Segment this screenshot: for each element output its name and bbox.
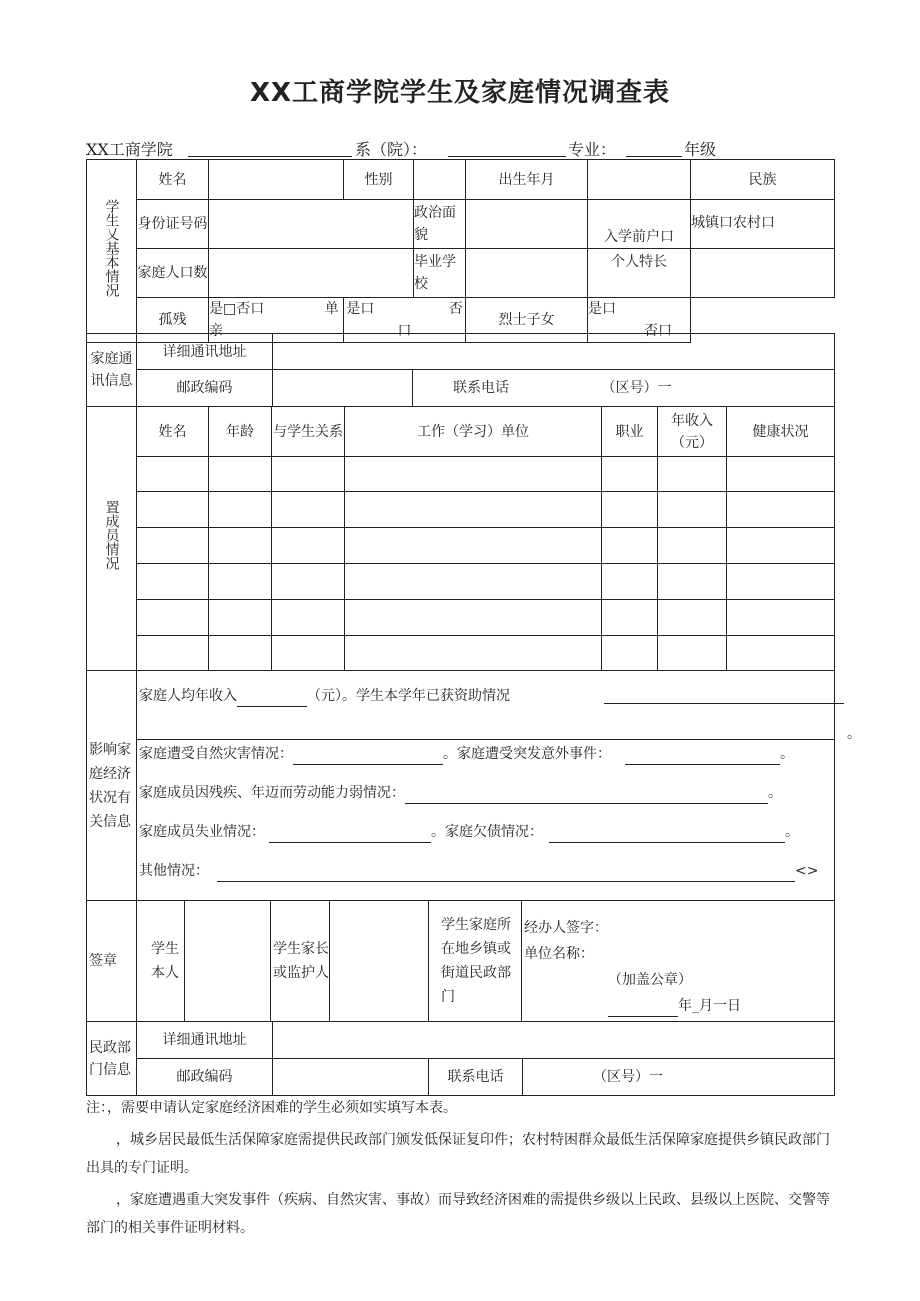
martyr-yes[interactable]: 是口 — [588, 301, 616, 317]
members-section-label: 置成员情况 — [87, 407, 137, 671]
family-contact-table — [86, 333, 835, 407]
graduate-school-label: 毕业学校 — [414, 249, 466, 298]
contact-postcode-field[interactable] — [273, 370, 413, 407]
date-label: 年_月一日 — [678, 998, 741, 1014]
accident-blank[interactable] — [625, 748, 780, 765]
hukou-label: 入学前户口 — [588, 200, 691, 249]
dept-blank[interactable] — [188, 136, 352, 157]
seal-label: （加盖公章） — [608, 972, 692, 988]
gender-label: 性别 — [344, 160, 414, 200]
civil-postcode-label: 邮政编码 — [137, 1059, 273, 1096]
unemployment-label: 家庭成员失业情况： — [139, 824, 265, 840]
civil-address-field[interactable] — [273, 1022, 835, 1059]
gender-field[interactable] — [414, 160, 466, 200]
debt-blank[interactable] — [549, 826, 785, 843]
major-blank[interactable] — [448, 136, 566, 157]
member-header-relation: 与学生关系 — [272, 407, 345, 457]
martyr-label: 烈士子女 — [466, 298, 588, 343]
note-2: ，城乡居民最低生活保障家庭需提供民政部门颁发低保证复印件；农村特困群众最低生活保障家庭提供乡镇民政部门出具的专门证明。 — [86, 1132, 830, 1176]
civil-postcode-field[interactable] — [273, 1059, 429, 1096]
note-1: 注：，需要申请认定家庭经济困难的学生必须如实填写本表。 — [86, 1100, 457, 1116]
signature-section-label: 签章 — [87, 901, 137, 1022]
disability-label: 家庭成员因残疾、年迈而劳动能力弱情况： — [139, 785, 405, 801]
martyr-no[interactable]: 否口 — [644, 323, 672, 339]
name-label: 姓名 — [137, 160, 209, 200]
specialty-label: 个人特长 — [588, 249, 691, 298]
per-capita-income-label: 家庭人均年收入 — [139, 688, 237, 704]
birth-field[interactable] — [588, 160, 691, 200]
per-capita-income-blank[interactable] — [237, 690, 307, 707]
economy-table — [86, 670, 861, 901]
disability-blank[interactable] — [405, 787, 768, 804]
single-parent-label: 单亲 — [209, 301, 339, 339]
contact-phone-label: 联系电话 — [453, 380, 509, 396]
guardian-sign-label: 学生家长或监护人 — [271, 901, 330, 1022]
member-row — [87, 457, 835, 492]
page-title: XX工商学院学生及家庭情况调查表 — [249, 78, 671, 108]
aid-blank[interactable] — [604, 687, 844, 704]
contact-address-field[interactable] — [273, 334, 835, 370]
member-row — [87, 492, 835, 528]
basic-section-label: 学生乂基本情况 — [87, 160, 137, 343]
date-year-blank[interactable] — [608, 1000, 678, 1017]
single-parent-yes[interactable]: 是口 — [346, 301, 375, 317]
family-size-label: 家庭人口数 — [137, 249, 209, 298]
unit-label: 单位名称： — [524, 946, 594, 962]
disaster-blank[interactable] — [293, 748, 443, 765]
political-label: 政治面貌 — [414, 200, 466, 249]
accident-label: 。家庭遭受突发意外事件： — [443, 746, 611, 762]
contact-address-label: 详细通讯地址 — [137, 334, 273, 370]
aid-label: （元）。学生本学年已获资助情况 — [307, 688, 510, 704]
member-row — [87, 600, 835, 636]
unemployment-blank[interactable] — [269, 826, 431, 843]
note-3: ，家庭遭遇重大突发事件（疾病、自然灾害、事故）而导致经济困难的需提供乡级以上民政、县级以上医院、交警等部门的相关事件证明材料。 — [86, 1192, 830, 1236]
debt-label: 。家庭欠债情况： — [431, 824, 543, 840]
other-blank[interactable] — [217, 865, 795, 882]
office-sign-field[interactable] — [522, 901, 835, 1022]
contact-phone-field[interactable] — [413, 370, 835, 407]
member-header-health: 健康状况 — [727, 407, 835, 457]
birth-label: 出生年月 — [466, 160, 588, 200]
id-field[interactable] — [209, 200, 414, 249]
office-label: 学生家庭所在地乡镇或街道民政部门 — [429, 901, 522, 1022]
other-label: 其他情况： — [139, 863, 209, 879]
student-sign-field[interactable] — [185, 901, 271, 1022]
family-members-table — [86, 406, 835, 671]
economy-section-label: 影响家庭经济状况有关信息 — [87, 671, 137, 901]
civil-section-label: 民政部门信息 — [87, 1022, 137, 1096]
ethnicity-label: 民族 — [691, 160, 835, 200]
contact-area-code: （区号）一 — [601, 380, 672, 396]
major-label: 专业： — [568, 140, 617, 159]
grade-label: 年级 — [684, 140, 717, 159]
end-mark-2: <> — [795, 863, 819, 879]
id-label: 身份证号码 — [137, 200, 209, 249]
contact-postcode-label: 邮政编码 — [137, 370, 273, 407]
school-name: XX工商学院 — [86, 140, 173, 159]
grade-blank[interactable] — [626, 136, 682, 157]
student-sign-label: 学生本人 — [137, 901, 185, 1022]
basic-info-table — [86, 159, 835, 343]
member-header-occupation: 职业 — [602, 407, 658, 457]
hukou-options[interactable]: 城镇口农村口 — [691, 200, 835, 249]
disaster-label: 家庭遭受自然灾害情况： — [139, 746, 293, 762]
family-size-field[interactable] — [209, 249, 414, 298]
member-row — [87, 564, 835, 600]
name-field[interactable] — [209, 160, 344, 200]
handler-label: 经办人签字： — [524, 920, 608, 936]
end-mark-1: 。 — [847, 726, 861, 742]
civil-info-table — [86, 1021, 835, 1096]
member-row — [87, 636, 835, 671]
political-field[interactable] — [466, 200, 588, 249]
single-parent-no[interactable]: 否口 — [397, 301, 463, 339]
member-header-workplace: 工作（学习）单位 — [345, 407, 602, 457]
member-header-name: 姓名 — [137, 407, 209, 457]
graduate-school-field[interactable] — [466, 249, 588, 298]
civil-area-code[interactable]: （区号）一 — [523, 1059, 835, 1096]
contact-section-label: 家庭通讯信息 — [87, 334, 137, 407]
guardian-sign-field[interactable] — [330, 901, 429, 1022]
member-header-age: 年龄 — [209, 407, 272, 457]
member-header-income: 年收入（元） — [658, 407, 727, 457]
dept-label: 系（院）： — [355, 140, 428, 159]
specialty-field[interactable] — [691, 249, 835, 298]
civil-address-label: 详细通讯地址 — [137, 1022, 273, 1059]
economy-content: 家庭人均年收入 （元）。学生本学年已获资助情况 。 家庭遭受自然灾害情况： 。家庭遭受突发意外事件： 。 家庭成员因残疾、年迈而劳动能力弱情况： 。 家庭成员失业情况： 。家庭欠债情况： 。 其他情况： <> — [137, 671, 835, 901]
member-row — [87, 528, 835, 564]
signature-table — [86, 900, 835, 1022]
civil-phone-label: 联系电话 — [429, 1059, 523, 1096]
orphan-options[interactable]: 是□否口 — [209, 301, 265, 317]
orphan-label: 孤残 — [137, 298, 209, 343]
